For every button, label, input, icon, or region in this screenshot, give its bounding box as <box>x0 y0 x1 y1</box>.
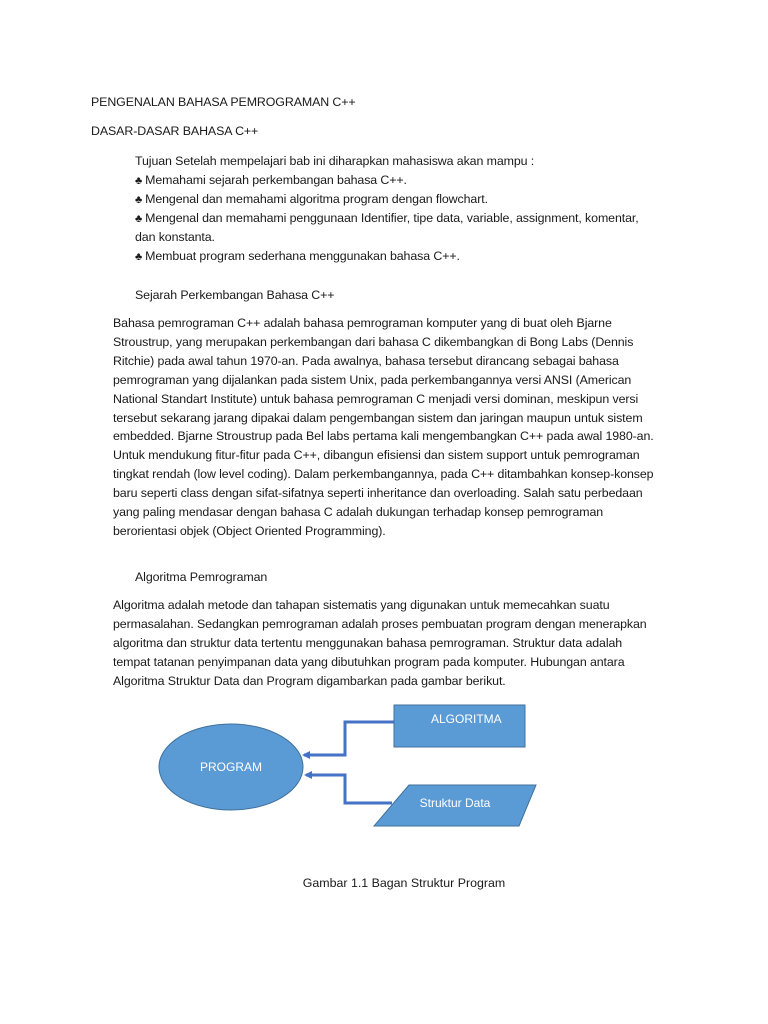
club-bullet-icon: ♣ <box>135 213 143 225</box>
algorithm-paragraph: Algoritma adalah metode dan tahapan sistematis yang digunakan untuk memecahkan suatu permasalahan. Sedangkan pemrograman adalah proses pembuatan program dengan menerapkan algoritma dan struktur data tertentu menggunakan bahasa pemrograman. Struktur data adalah tempat tatanan penyimpanan data yang dibutuhkan program pada komputer. Hubungan antara Algoritma Struktur Data dan Program digambarkan pada gambar berikut. <box>113 598 647 688</box>
history-paragraph: Bahasa pemrograman C++ adalah bahasa pemrograman komputer yang di buat oleh Bjarne Stroustrup, yang merupakan perkembangan dari bahasa C dikembangkan di Bong Labs (Dennis Ritchie) pada awal tahun 1970-an. Pada awalnya, bahasa tersebut dirancang sebagai bahasa pemrograman yang dijalankan pada sistem Unix, pada perkembangannya versi ANSI (American National Standart Institute) untuk bahasa pemrograman C menjadi versi dominan, meskipun versi tersebut sekarang jarang dipakai dalam pengembangan sistem dan jaringan maupun untuk sistem embedded. Bjarne Stroustrup pada Bel labs pertama kali mengembangkan C++ pada awal 1980-an. Untuk mendukung fitur-fitur pada C++, dibangun efisiensi dan sistem support untuk pemrograman tingkat rendah (low level coding). Dalam perkembangannya, pada C++ ditambahkan konsep-konsep baru seperti class dengan sifat-sifatnya seperti inheritance dan overloading. Salah satu perbedaan yang paling mendasar dengan bahasa C adalah dukungan terhadap konsep pemrograman berorientasi objek (Object Oriented Programming). <box>113 316 654 538</box>
objective-item-continuation: dan konstanta. <box>135 230 215 244</box>
document-title: PENGENALAN BAHASA PEMROGRAMAN C++ <box>91 95 356 109</box>
figure-caption: Gambar 1.1 Bagan Struktur Program <box>302 876 506 890</box>
algoritma-label: ALGORITMA <box>431 712 502 726</box>
objective-item: ♣ Membuat program sederhana menggunakan bahasa C++. <box>135 249 460 263</box>
history-heading: Sejarah Perkembangan Bahasa C++ <box>135 288 335 302</box>
objective-item: ♣ Mengenal dan memahami algoritma program dengan flowchart. <box>135 192 488 206</box>
objective-item: ♣ Memahami sejarah perkembangan bahasa C++. <box>135 173 407 187</box>
algoritma-connector-arrow <box>304 722 394 755</box>
struktur-data-label: Struktur Data <box>419 796 491 810</box>
objective-item: ♣ Mengenal dan memahami penggunaan Identifier, tipe data, variable, assignment, komentar, <box>135 211 639 225</box>
struktur-connector-arrow <box>306 775 392 803</box>
algorithm-heading: Algoritma Pemrograman <box>135 570 268 584</box>
objectives-intro: Tujuan Setelah mempelajari bab ini diharapkan mahasiswa akan mampu : <box>135 154 535 168</box>
club-bullet-icon: ♣ <box>135 194 143 206</box>
document-subtitle: DASAR-DASAR BAHASA C++ <box>91 124 259 138</box>
club-bullet-icon: ♣ <box>135 251 143 263</box>
club-bullet-icon: ♣ <box>135 175 143 187</box>
program-label: PROGRAM <box>199 760 263 774</box>
